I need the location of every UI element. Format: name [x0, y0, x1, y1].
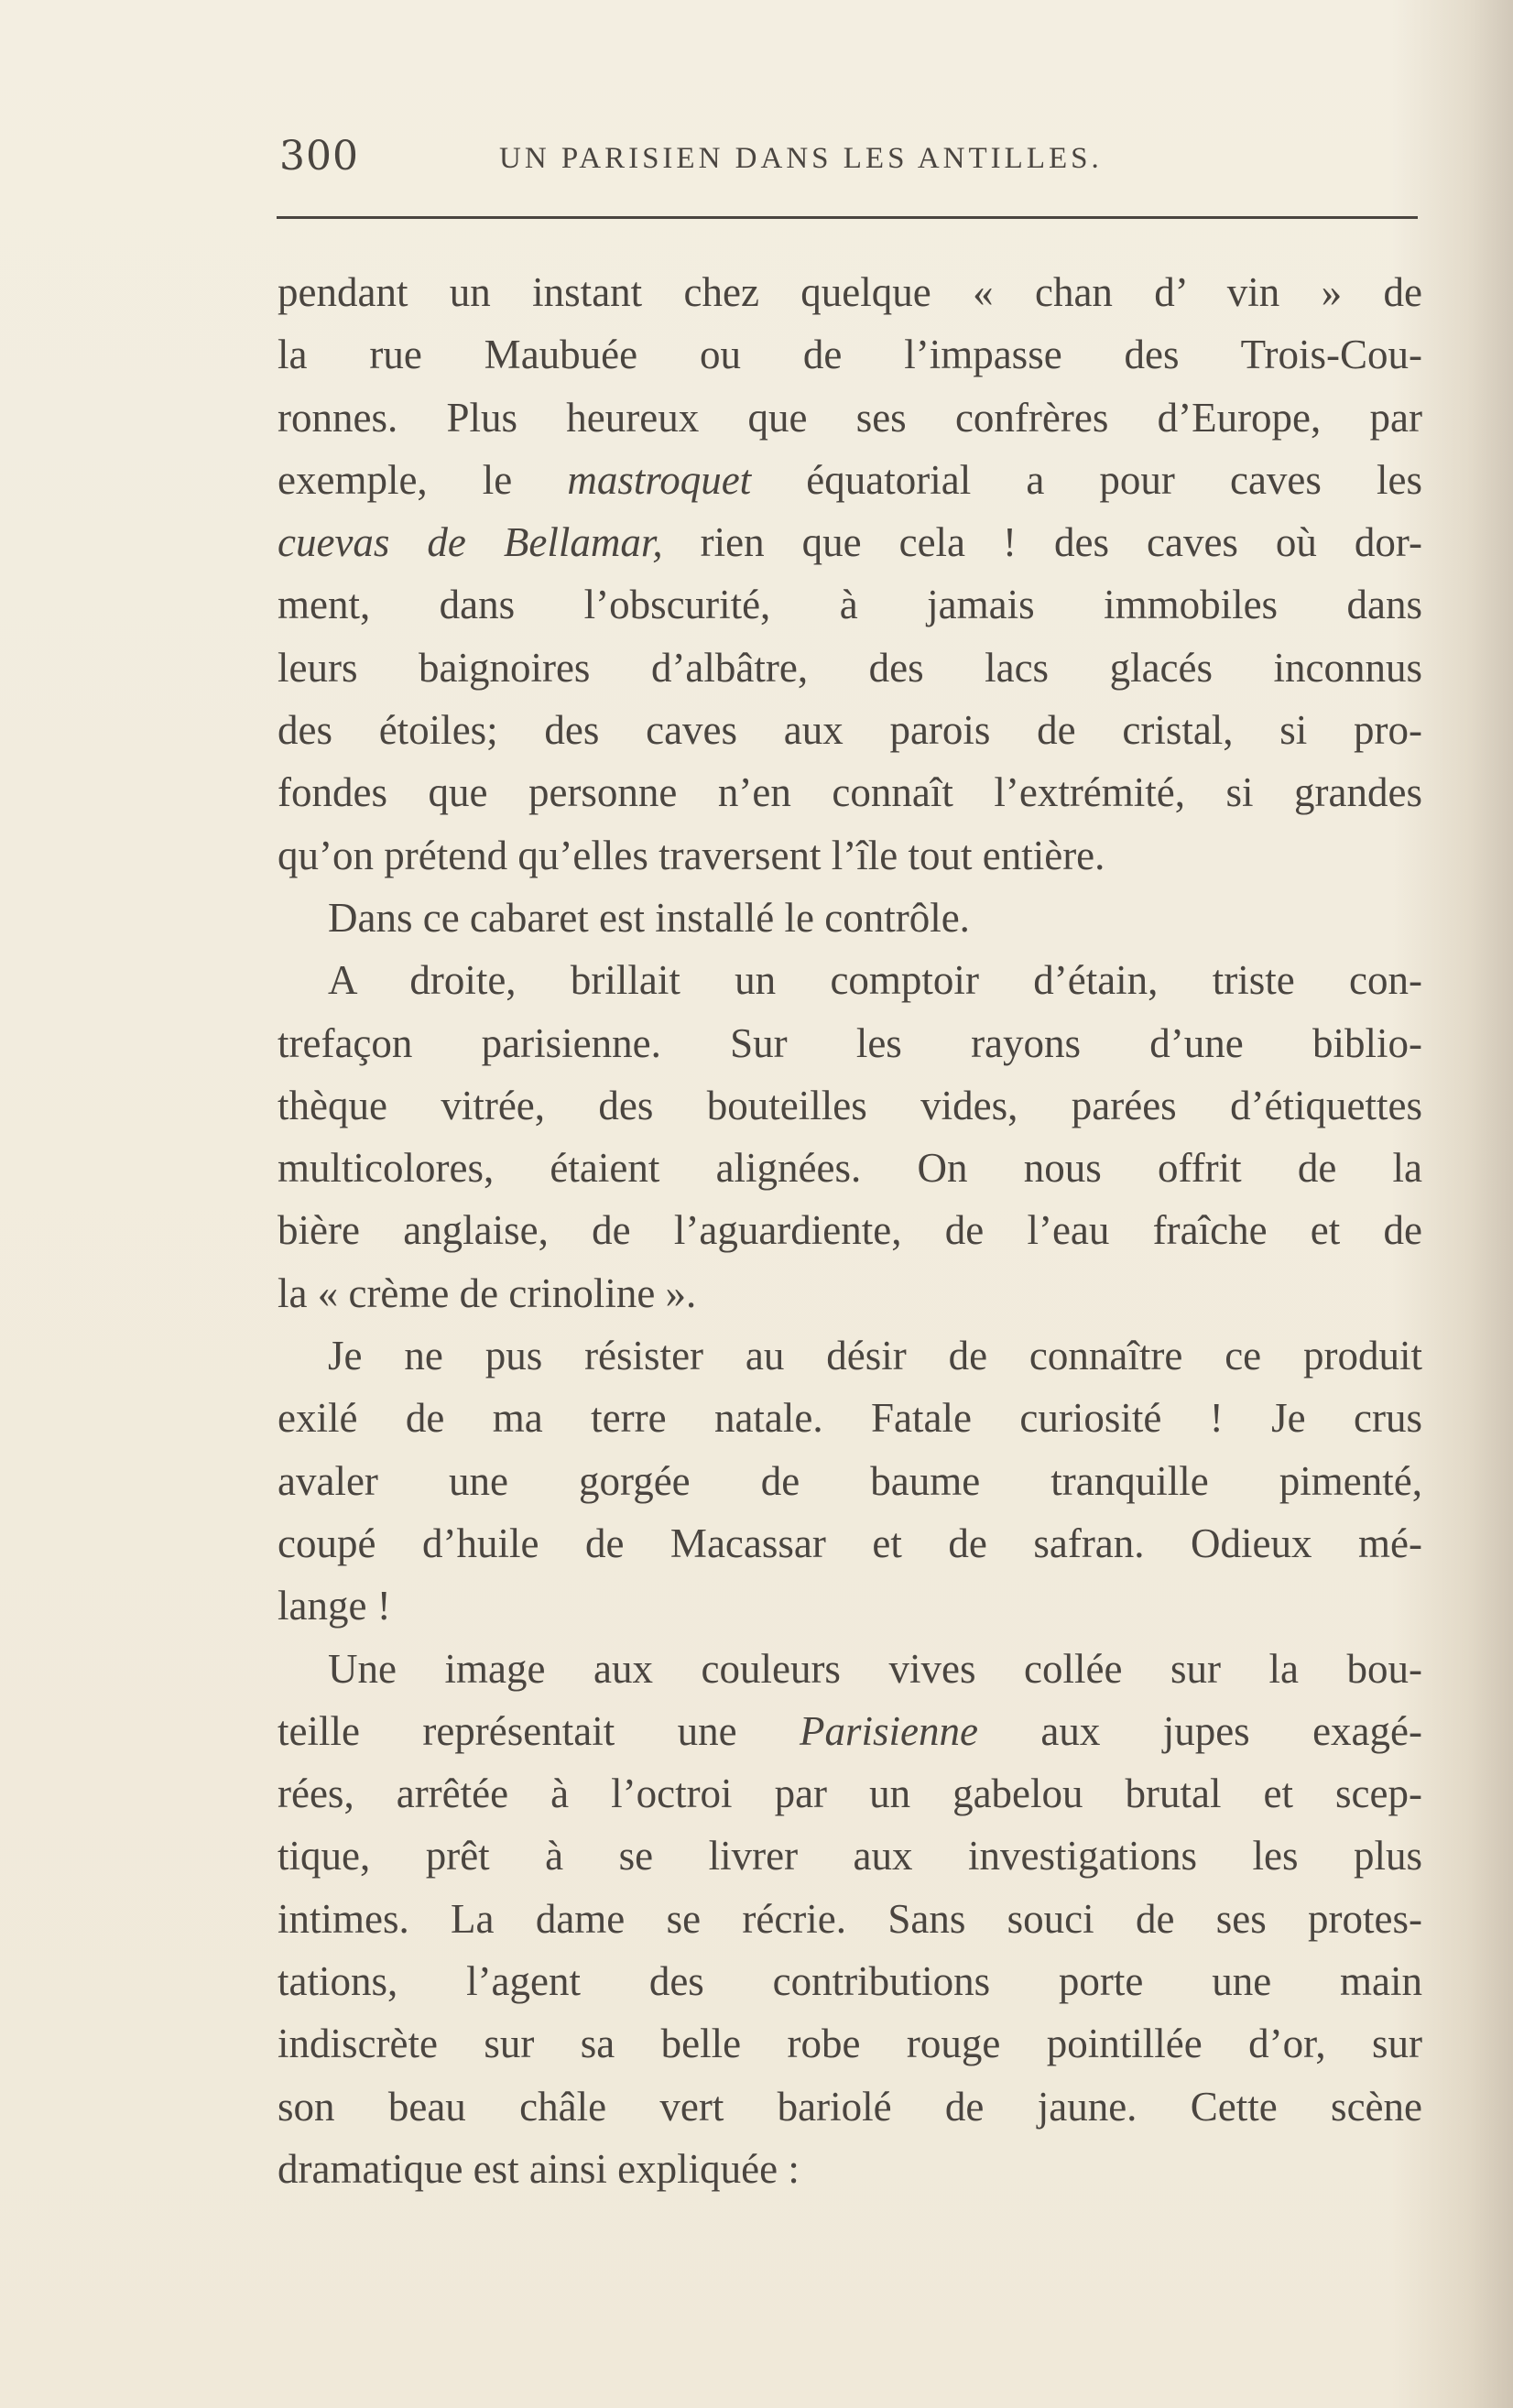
text-line: avaler une gorgée de baume tranquille pimenté, [278, 1457, 1422, 1504]
body-text [278, 261, 1422, 2200]
italic-term: Parisienne [799, 1707, 978, 1754]
italic-term: cuevas de Bellamar, [278, 519, 663, 566]
text-line: fondes que personne n’en connaît l’extrémité, si grandes [278, 769, 1422, 816]
text-line: A droite, brillait un comptoir d’étain, triste con- [328, 957, 1422, 1004]
text-line: exemple, le mastroquet équatorial a pour caves les [278, 456, 1422, 503]
page-header [279, 133, 1420, 188]
text-line: qu’on prétend qu’elles traversent l’île tout entière. [278, 832, 1105, 878]
text-line: trefaçon parisienne. Sur les rayons d’une biblio- [278, 1019, 1422, 1066]
text-line: leurs baignoires d’albâtre, des lacs glacés inconnus [278, 644, 1422, 691]
text-line: exilé de ma terre natale. Fatale curiosité ! Je crus [278, 1395, 1422, 1442]
text-line: ronnes. Plus heureux que ses confrères d’Europe, par [278, 394, 1422, 441]
text-line: intimes. La dame se récrie. Sans souci de ses protes- [278, 1895, 1422, 1942]
text-line: teille représentait une Parisienne aux jupes exagé- [278, 1707, 1422, 1754]
text-line: coupé d’huile de Macassar et de safran. Odieux mé- [278, 1520, 1422, 1566]
italic-term: mastroquet [567, 456, 752, 503]
text-line: la « crème de crinoline ». [278, 1269, 697, 1316]
text-line: Je ne pus résister au désir de connaître ce produit [328, 1333, 1422, 1379]
text-line: lange ! [278, 1583, 391, 1629]
text-line: multicolores, étaient alignées. On nous offrit de la [278, 1145, 1422, 1192]
text-line: son beau châle vert bariolé de jaune. Cette scène [278, 2083, 1422, 2130]
running-title: UN PARISIEN DANS LES ANTILLES. [499, 142, 1103, 175]
text-line: cuevas de Bellamar, rien que cela ! des caves où dor- [278, 519, 1422, 566]
text-line: thèque vitrée, des bouteilles vides, parées d’étiquettes [278, 1082, 1422, 1128]
text-line: rées, arrêtée à l’octroi par un gabelou brutal et scep- [278, 1771, 1422, 1817]
page-number: 300 [279, 133, 359, 180]
text-line: indiscrète sur sa belle robe rouge pointillée d’or, sur [278, 2021, 1422, 2067]
header-rule [277, 216, 1418, 219]
text-line: Dans ce cabaret est installé le contrôle. [328, 894, 970, 941]
text-line: ment, dans l’obscurité, à jamais immobiles dans [278, 582, 1422, 628]
text-line: tique, prêt à se livrer aux investigations les plus [278, 1833, 1422, 1880]
text-line: Une image aux couleurs vives collée sur la bou- [328, 1645, 1422, 1692]
text-line: bière anglaise, de l’aguardiente, de l’eau fraîche et de [278, 1207, 1422, 1254]
text-line: dramatique est ainsi expliquée : [278, 2145, 800, 2192]
text-line: la rue Maubuée ou de l’impasse des Trois-Cou- [278, 332, 1422, 378]
text-line: des étoiles; des caves aux parois de cristal, si pro- [278, 707, 1422, 754]
text-line: pendant un instant chez quelque « chan d’ vin » de [278, 269, 1422, 315]
text-line: tations, l’agent des contributions porte une main [278, 1958, 1422, 2005]
